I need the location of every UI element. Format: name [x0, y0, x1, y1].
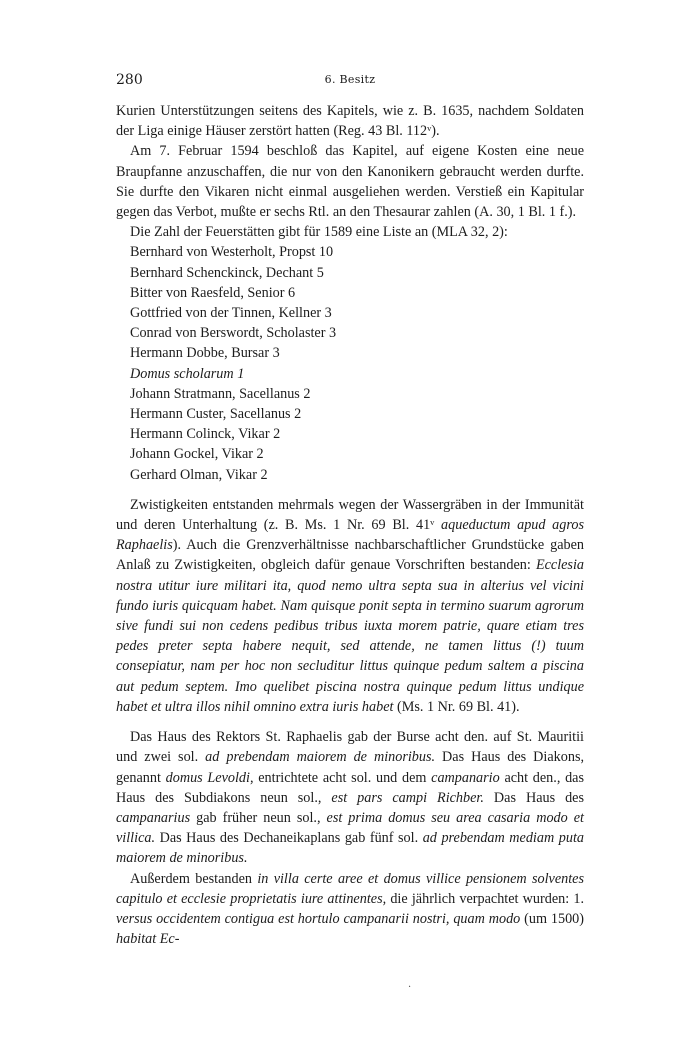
latin-quote: aqueductum apud agros Raphaelis — [116, 517, 584, 554]
list-item: Gottfried von der Tinnen, Kellner 3 — [130, 305, 332, 322]
scan-mark: · — [408, 982, 412, 993]
latin-quote: versus occidentem contigua est hortulo campanarii nostri, quam modo — [116, 910, 521, 927]
text-run: ). Auch die Grenzverhältnisse nachbarschaftlicher Grundstücke gaben Anlaß zu Zwistigkeiten, obgleich dafür genaue Vorschriften bestanden: — [116, 537, 584, 574]
body-text — [116, 101, 584, 949]
list-item — [116, 364, 584, 384]
latin-quote: ad prebendam mediam puta maiorem de minoribus. — [116, 830, 584, 867]
section-gap — [116, 485, 584, 495]
latin-quote: ad prebendam maiorem de minoribus. — [205, 749, 436, 766]
list-item: Hermann Custer, Sacellanus 2 — [130, 406, 302, 423]
page-header — [116, 72, 584, 90]
list-item: Bernhard Schenckinck, Dechant 5 — [130, 264, 324, 281]
section-gap — [116, 717, 584, 727]
latin-quote: Ecclesia nostra utitur iure militari ita, quod nemo ultra septa sua in alterius vel vicini fundo iuris quicquam habet. Nam quisque ponit septa in termino suarum agrorum sive fundi sui non cedens pedibus tribus iuxta morem patrie, quare etiam tres pedes preter septa habere nequit, sed attende, ne tamen littus (!) tuum consepiatur, nam per hoc non secluditur littus quinque pedum saltem a piscina aut pedum septem. Imo quelibet piscina nostra quinque pedum littus undique habet et ultra illos nihil omnino extra iuris habet — [116, 557, 584, 715]
text-run: Das Haus des Rektors St. Raphaelis gab der Burse acht den. auf St. Mauritii und zwei sol. — [116, 729, 584, 766]
text-run: die jährlich verpachtet wurden: 1. — [386, 890, 585, 907]
text-run: Das Haus des Diakons, genannt — [116, 749, 585, 786]
page-number: 280 — [116, 72, 143, 88]
paragraph-1: Kurien Unterstützungen seitens des Kapitels, wie z. B. 1635, nachdem Soldaten der Liga einige Häuser zerstört hatten (Reg. 43 Bl. 112ᵛ). — [116, 103, 584, 140]
paragraph-2: Am 7. Februar 1594 beschloß das Kapitel, auf eigene Kosten eine neue Braupfanne anzuschaffen, die nur von den Kanonikern gebraucht werden durfte. Sie durfte den Vikaren nicht einmal ausgeliehen werden. Verstieß ein Kapitular gegen das Verbot, mußte er sechs Rtl. an den Thesaurar zahlen (A. 30, 1 Bl. 1 f.). — [116, 143, 584, 221]
latin-quote: in villa certe aree et domus villice pensionem solventes capitulo et ecclesie proprietatis iure attinentes, — [116, 870, 584, 907]
text-run: Das Haus des Dechaneikaplans gab fünf sol. — [155, 830, 423, 847]
list-item: Gerhard Olman, Vikar 2 — [130, 466, 268, 483]
list-item: Bernhard von Westerholt, Propst 10 — [130, 244, 334, 261]
list-item: Bitter von Raesfeld, Senior 6 — [130, 284, 296, 301]
list-item: Hermann Dobbe, Bursar 3 — [130, 345, 280, 362]
list-item: Johann Stratmann, Sacellanus 2 — [130, 385, 311, 402]
paragraph-3: Die Zahl der Feuerstätten gibt für 1589 eine Liste an (MLA 32, 2): — [130, 224, 508, 241]
text-run: (um 1500) — [520, 910, 584, 927]
paragraph-5 — [116, 727, 584, 868]
list-item: Conrad von Berswordt, Scholaster 3 — [130, 325, 337, 342]
latin-quote: campanario — [431, 769, 500, 786]
paragraph-6 — [116, 869, 584, 950]
latin-quote: est prima domus seu area casaria modo et villica. — [116, 809, 584, 847]
text-run: Zwistigkeiten entstanden mehrmals wegen der Wassergräben in der Immunität und deren Unterhaltung (z. B. Ms. 1 Nr. 69 Bl. 41ᵛ — [116, 496, 584, 534]
text-run: (Ms. 1 Nr. 69 Bl. 41). — [393, 698, 520, 715]
text-run: gab früher neun sol., — [190, 809, 327, 826]
text-run: acht den., das Haus des Subdiakons neun sol., — [116, 769, 584, 806]
text-run: Das Haus des — [483, 789, 585, 806]
list-item: Johann Gockel, Vikar 2 — [130, 446, 264, 463]
paragraph-4 — [116, 495, 584, 717]
text-run: Außerdem bestanden — [130, 870, 258, 887]
list-item-italic: Domus scholarum 1 — [130, 365, 245, 382]
running-head: 6. Besitz — [324, 73, 376, 86]
hearth-list — [116, 242, 584, 484]
latin-quote: domus Levoldi — [165, 769, 250, 786]
text-run: , entrichtete acht sol. und dem — [249, 769, 432, 786]
latin-quote: est pars campi Richber. — [331, 789, 484, 806]
latin-quote: campanarius — [116, 809, 191, 826]
latin-quote: habitat Ec- — [116, 931, 180, 948]
list-item: Hermann Colinck, Vikar 2 — [130, 426, 281, 443]
